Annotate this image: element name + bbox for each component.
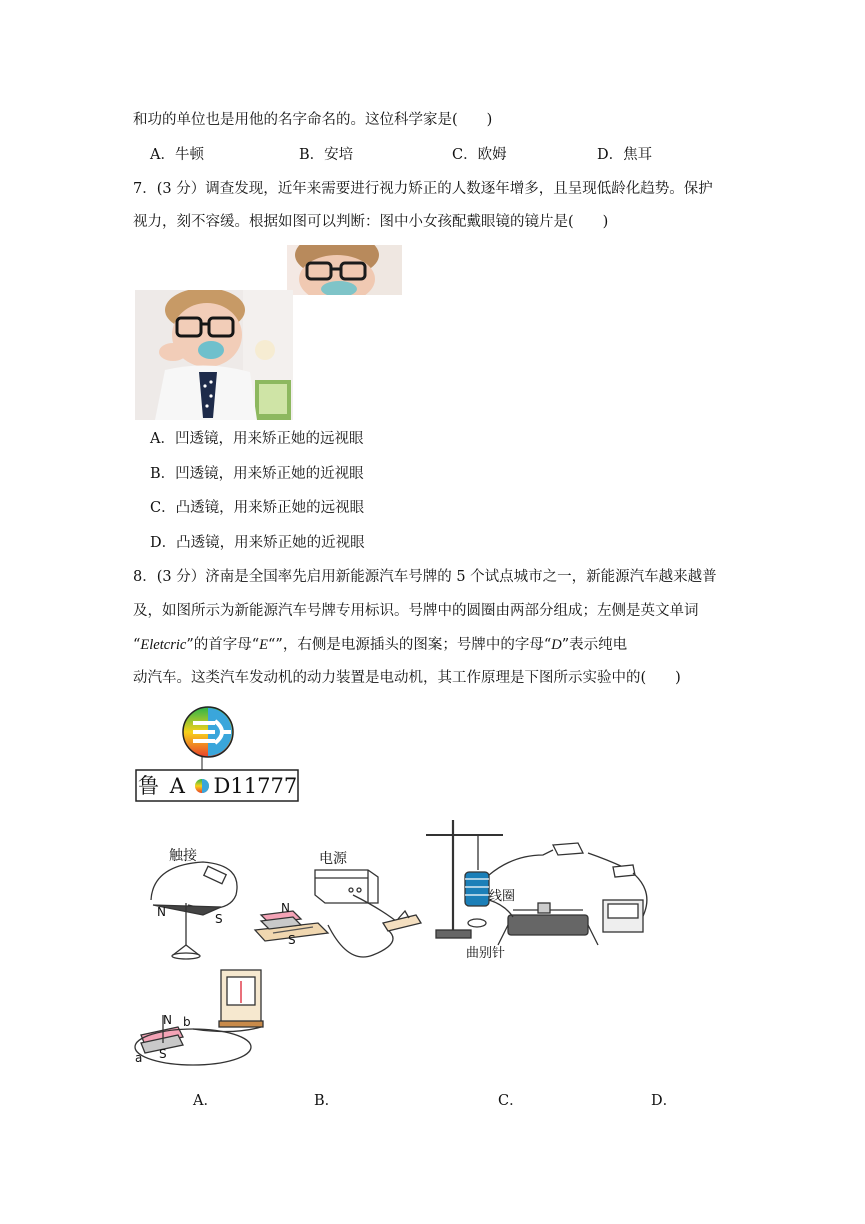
license-plate-figure (135, 705, 300, 803)
q7-option-b[interactable]: B．凹透镜，用来矫正她的近视眼 (150, 466, 364, 482)
label-crank: 曲别针 (466, 946, 506, 961)
q8-option-c[interactable]: C． (498, 1093, 524, 1109)
q7-option-a[interactable]: A．凹透镜，用来矫正她的远视眼 (150, 431, 364, 447)
q7-option-c[interactable]: C．凸透镜，用来矫正她的远视眼 (150, 500, 365, 516)
label-s-d: S (159, 1047, 167, 1061)
label-n-a: N (157, 905, 166, 919)
label-touch: 触接 (169, 848, 197, 864)
q8-stem-line1: 8．(3 分）济南是全国率先启用新能源汽车号牌的 5 个试点城市之一，新能源汽车越来越普 (133, 569, 717, 585)
q7-stem-line1: 7．(3 分）调查发现，近年来需要进行视力矫正的人数逐年增多，且呈现低龄化趋势。保护 (133, 181, 713, 197)
label-n-d: N (163, 1013, 172, 1027)
experiment-drawings (133, 815, 663, 1080)
label-coil: 线圈 (489, 889, 516, 904)
plate-letter: A (169, 774, 185, 798)
plate-number: D11777 (213, 774, 298, 798)
q8-option-a[interactable]: A． (193, 1093, 218, 1109)
label-s-b: S (288, 933, 296, 947)
label-s-a: S (215, 912, 223, 926)
girl-closeup-photo (287, 245, 402, 295)
q7-option-d[interactable]: D．凸透镜，用来矫正她的近视眼 (150, 535, 365, 551)
electromagnet-experiment-drawing (426, 820, 647, 945)
q6-option-c[interactable]: C．欧姆 (452, 147, 507, 163)
girl-with-glasses-photo (135, 290, 293, 420)
q6-option-d[interactable]: D．焦耳 (597, 147, 653, 163)
plate-province: 鲁 (138, 774, 159, 798)
label-a-d: a (135, 1051, 143, 1065)
q8-stem-line2: 及，如图所示为新能源汽车号牌专用标识。号牌中的圆圈由两部分组成；左侧是英文单词 (133, 603, 699, 619)
letter-d: D (551, 637, 562, 653)
q6-stem-tail: 和功的单位也是用他的名字命名的。这位科学家是( ) (133, 112, 493, 128)
experiment-diagrams (133, 815, 663, 1080)
stem-fragment: ”的首字母“ (186, 637, 260, 653)
label-power: 电源 (319, 851, 347, 867)
induction-experiment-drawing (135, 970, 263, 1065)
q6-option-b[interactable]: B．安培 (299, 147, 354, 163)
label-n-b: N (281, 901, 290, 915)
q7-stem-line2: 视力，刻不容缓。根据如图可以判断：图中小女孩配戴眼镜的镜片是( ) (133, 214, 609, 230)
q8-option-d[interactable]: D． (651, 1093, 678, 1109)
q8-option-b[interactable]: B． (314, 1093, 340, 1109)
stem-fragment: ”表示纯电 (561, 637, 628, 653)
q8-stem-line3 (133, 635, 627, 655)
q6-option-a[interactable]: A．牛顿 (150, 147, 204, 163)
plate-text (138, 772, 297, 800)
english-word: Eletcric (140, 637, 187, 653)
motor-experiment-drawing (255, 870, 421, 957)
letter-e: E (259, 637, 269, 653)
quote-open: “ (133, 637, 141, 653)
label-b-d: b (183, 1015, 191, 1029)
stem-fragment: “”，右侧是电源插头的图案；号牌中的字母“ (268, 637, 552, 653)
q8-stem-line4: 动汽车。这类汽车发动机的动力装置是电动机，其工作原理是下图所示实验中的( ) (133, 670, 681, 686)
